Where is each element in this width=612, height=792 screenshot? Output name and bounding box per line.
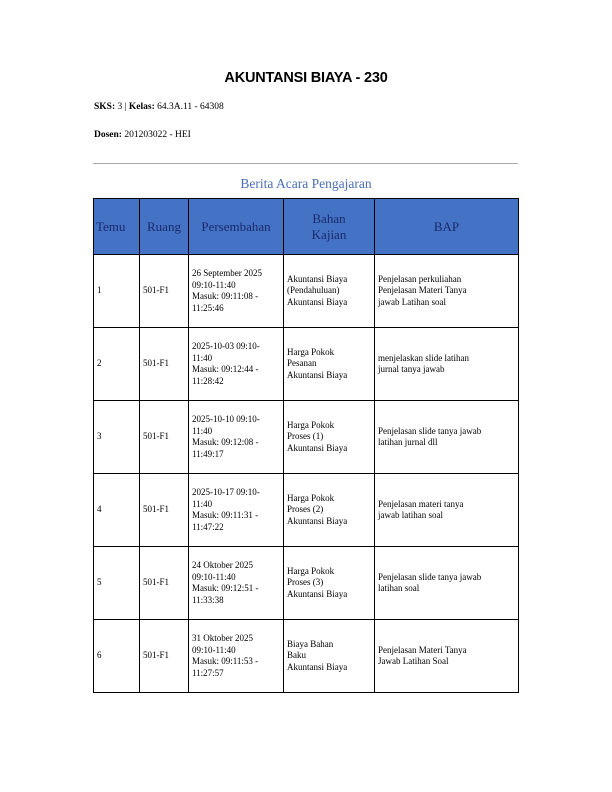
col-header-persembahan: Persembahan: [189, 199, 284, 255]
cell-bap: Penjelasan Materi Tanya Jawab Latihan Soal: [375, 620, 519, 693]
col-header-bahan-kajian: Bahan Kajian: [284, 199, 375, 255]
cell-persembahan: 26 September 2025 09:10-11:40 Masuk: 09:11:08 - 11:25:46: [189, 255, 284, 328]
cell-bahan-kajian: Biaya Bahan Baku Akuntansi Biaya: [284, 620, 375, 693]
table-row: [94, 620, 519, 693]
kelas-label: Kelas:: [128, 102, 155, 112]
dosen-value: 201203022 - HEI: [121, 130, 191, 140]
course-title: AKUNTANSI BIAYA - 230: [224, 70, 388, 86]
cell-persembahan: 2025-10-03 09:10- 11:40 Masuk: 09:12:44 - 11:28:42: [189, 328, 284, 401]
table-row: [94, 255, 519, 328]
cell-bahan-kajian: Akuntansi Biaya (Pendahuluan) Akuntansi Biaya: [284, 255, 375, 328]
cell-temu: 4: [94, 474, 140, 547]
table-row: [94, 401, 519, 474]
sks-label: SKS:: [94, 102, 116, 112]
cell-bap: Penjelasan materi tanya jawab latihan soal: [375, 474, 519, 547]
cell-ruang: 501-F1: [140, 401, 189, 474]
col-header-bap: BAP: [375, 199, 519, 255]
cell-bap: Penjelasan perkuliahan Penjelasan Materi Tanya jawab Latihan soal: [375, 255, 519, 328]
cell-ruang: 501-F1: [140, 474, 189, 547]
cell-bahan-kajian: Harga Pokok Proses (2) Akuntansi Biaya: [284, 474, 375, 547]
table-row: [94, 474, 519, 547]
col-header-temu: Temu: [94, 199, 140, 255]
cell-bahan-kajian: Harga Pokok Proses (1) Akuntansi Biaya: [284, 401, 375, 474]
cell-ruang: 501-F1: [140, 328, 189, 401]
course-meta-line: [94, 102, 224, 112]
cell-temu: 5: [94, 547, 140, 620]
cell-ruang: 501-F1: [140, 547, 189, 620]
cell-bap: Penjelasan slide tanya jawab latihan jurnal dll: [375, 401, 519, 474]
cell-persembahan: 2025-10-17 09:10- 11:40 Masuk: 09:11:31 - 11:47:22: [189, 474, 284, 547]
cell-persembahan: 24 Oktober 2025 09:10-11:40 Masuk: 09:12:51 - 11:33:38: [189, 547, 284, 620]
cell-persembahan: 31 Oktober 2025 09:10-11:40 Masuk: 09:11:53 - 11:27:57: [189, 620, 284, 693]
cell-ruang: 501-F1: [140, 255, 189, 328]
kelas-value: 64.3A.11 - 64308: [154, 102, 224, 112]
table-row: [94, 328, 519, 401]
cell-bap: menjelaskan slide latihan jurnal tanya jawab: [375, 328, 519, 401]
cell-temu: 3: [94, 401, 140, 474]
col-header-ruang: Ruang: [140, 199, 189, 255]
cell-bahan-kajian: Harga Pokok Pesanan Akuntansi Biaya: [284, 328, 375, 401]
divider: [93, 163, 518, 164]
cell-ruang: 501-F1: [140, 620, 189, 693]
cell-temu: 2: [94, 328, 140, 401]
section-title: Berita Acara Pengajaran: [240, 176, 372, 191]
cell-bahan-kajian: Harga Pokok Proses (3) Akuntansi Biaya: [284, 547, 375, 620]
dosen-label: Dosen:: [94, 130, 122, 140]
teaching-record-table: [93, 198, 519, 693]
cell-temu: 6: [94, 620, 140, 693]
table-header-row: [94, 199, 519, 255]
cell-bap: Penjelasan slide tanya jawab latihan soal: [375, 547, 519, 620]
cell-temu: 1: [94, 255, 140, 328]
table-row: [94, 547, 519, 620]
cell-persembahan: 2025-10-10 09:10- 11:40 Masuk: 09:12:08 - 11:49:17: [189, 401, 284, 474]
sks-value: 3 |: [115, 102, 129, 112]
lecturer-line: [94, 130, 191, 140]
